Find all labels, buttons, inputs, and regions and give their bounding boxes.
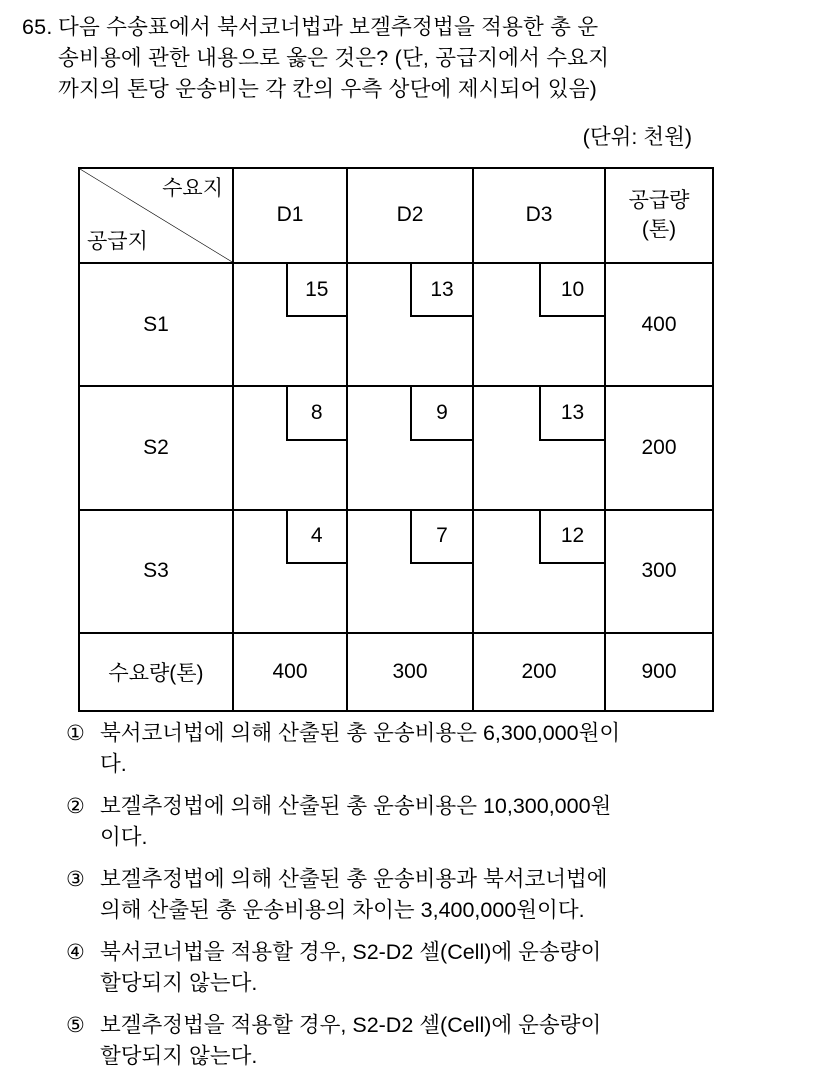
row-label-s2: S2: [79, 386, 233, 509]
question-text-line-3: 까지의 톤당 운송비는 각 칸의 우측 상단에 제시되어 있음): [58, 77, 598, 101]
answer-choices: [66, 718, 806, 1083]
transportation-table-wrapper: [78, 167, 712, 712]
choice-3-line-2: 의해 산출된 총 운송비용의 차이는 3,400,000원이다.: [100, 898, 585, 922]
corner-demand-label: 수요지: [162, 177, 223, 200]
question-stem: [22, 12, 804, 105]
column-header-d1: D1: [233, 168, 347, 263]
demand-value-d2: 300: [347, 633, 473, 711]
choice-3[interactable]: [66, 864, 806, 926]
choice-marker-3: ③: [66, 868, 85, 891]
choice-5[interactable]: [66, 1010, 806, 1072]
cost-s3-d2: 7: [410, 511, 472, 564]
cost-s2-d3: 13: [539, 387, 604, 440]
choice-4-line-1: 북서코너법을 적용할 경우, S2-D2 셀(Cell)에 운송량이: [100, 940, 602, 964]
transportation-table: [78, 167, 714, 712]
supply-value-s3: 300: [641, 559, 677, 583]
choice-1-line-1: 북서코너법에 의해 산출된 총 운송비용은 6,300,000원이: [100, 721, 621, 745]
choice-text-1: [100, 718, 806, 780]
cell-s2-d3: [473, 386, 605, 509]
choice-text-4: [100, 937, 806, 999]
choice-4[interactable]: [66, 937, 806, 999]
choice-1-line-2: 다.: [100, 752, 127, 776]
supply-header-line1: 공급량: [628, 189, 690, 213]
choice-marker-2: ②: [66, 795, 85, 818]
table-row: [79, 510, 713, 633]
demand-total: 900: [605, 633, 713, 711]
question-text-line-1: 다음 수송표에서 북서코너법과 보겔추정법을 적용한 총 운: [58, 15, 599, 39]
cell-s2-d2: [347, 386, 473, 509]
choice-4-line-2: 할당되지 않는다.: [100, 971, 258, 995]
cell-s3-supply: [605, 510, 713, 633]
cell-s1-d2: [347, 263, 473, 386]
column-header-d2: D2: [347, 168, 473, 263]
cost-s3-d1: 4: [286, 511, 346, 564]
choice-2[interactable]: [66, 791, 806, 853]
supply-header-line2: (톤): [641, 218, 677, 242]
corner-supply-label: 공급지: [87, 229, 148, 253]
question-number: 65.: [22, 15, 53, 39]
cell-s1-d1: [233, 263, 347, 386]
cell-s3-d2: [347, 510, 473, 633]
column-header-supply: [605, 168, 713, 263]
cell-s1-supply: [605, 263, 713, 386]
cell-s3-d1: [233, 510, 347, 633]
question-text-line-2: 송비용에 관한 내용으로 옳은 것은? (단, 공급지에서 수요지: [58, 46, 610, 70]
question-line-2: [22, 43, 804, 74]
demand-row-label: 수요량(톤): [79, 633, 233, 711]
choice-text-3: [100, 864, 806, 926]
choice-5-line-2: 할당되지 않는다.: [100, 1044, 258, 1068]
question-line-3: [22, 74, 804, 105]
choice-2-line-1: 보겔추정법에 의해 산출된 총 운송비용은 10,300,000원: [100, 794, 612, 818]
column-header-d3: D3: [473, 168, 605, 263]
cost-s1-d1: 15: [286, 264, 346, 317]
choice-text-5: [100, 1010, 806, 1072]
table-row: [79, 386, 713, 509]
cost-s3-d3: 12: [539, 511, 604, 564]
cost-s2-d2: 9: [410, 387, 472, 440]
cell-s3-d3: [473, 510, 605, 633]
row-label-s3: S3: [79, 510, 233, 633]
row-label-s1: S1: [79, 263, 233, 386]
cost-s1-d2: 13: [410, 264, 472, 317]
cell-s1-d3: [473, 263, 605, 386]
table-demand-row: [79, 633, 713, 711]
choice-5-line-1: 보겔추정법을 적용할 경우, S2-D2 셀(Cell)에 운송량이: [100, 1013, 602, 1037]
choice-3-line-1: 보겔추정법에 의해 산출된 총 운송비용과 북서코너법에: [100, 867, 608, 891]
cost-s1-d3: 10: [539, 264, 604, 317]
table-row: [79, 263, 713, 386]
choice-2-line-2: 이다.: [100, 825, 148, 849]
cost-s2-d1: 8: [286, 387, 346, 440]
corner-cell: [79, 168, 233, 263]
supply-value-s2: 200: [641, 435, 677, 459]
supply-value-s1: 400: [641, 312, 677, 336]
question-line-1: [22, 12, 804, 43]
choice-text-2: [100, 791, 806, 853]
choice-marker-5: ⑤: [66, 1014, 85, 1037]
demand-value-d1: 400: [233, 633, 347, 711]
cell-s2-supply: [605, 386, 713, 509]
demand-value-d3: 200: [473, 633, 605, 711]
choice-marker-4: ④: [66, 941, 85, 964]
choice-marker-1: ①: [66, 722, 85, 745]
choice-1[interactable]: [66, 718, 806, 780]
cell-s2-d1: [233, 386, 347, 509]
unit-note: (단위: 천원): [582, 125, 692, 149]
table-header-row: [79, 168, 713, 263]
